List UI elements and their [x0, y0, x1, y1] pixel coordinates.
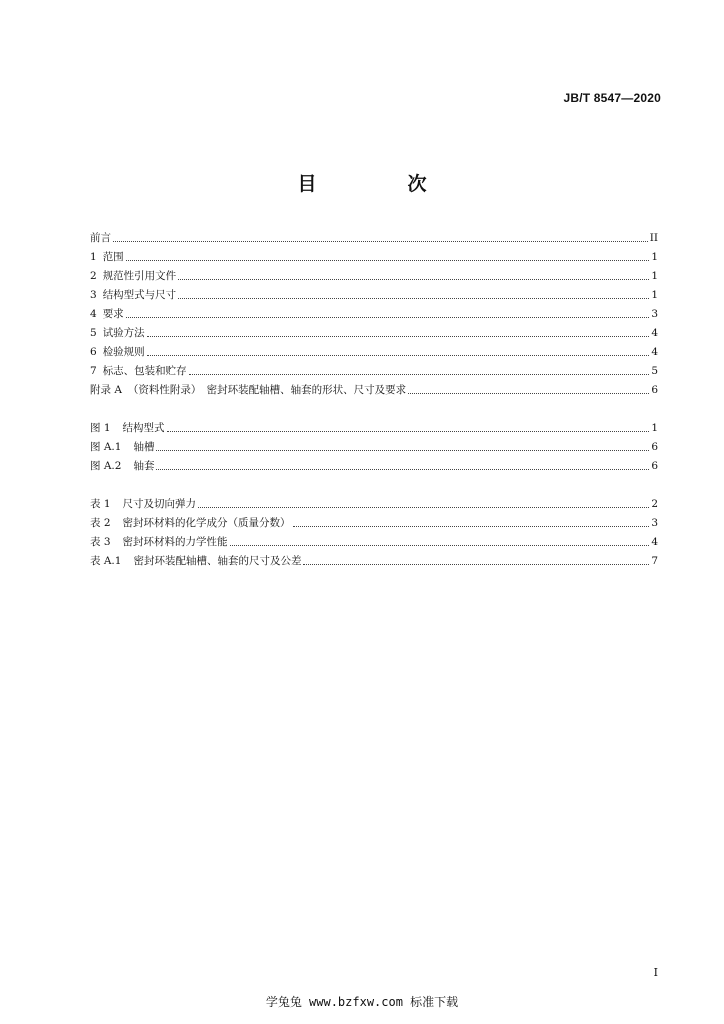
toc-entry-label: 尺寸及切向弹力 — [122, 498, 197, 510]
toc-entry[interactable] — [90, 324, 658, 342]
toc-table-entry[interactable] — [90, 552, 658, 570]
toc-entry-page: 7 — [651, 555, 658, 567]
toc-entry-page: 4 — [651, 346, 658, 358]
toc-entry-number: 6 — [90, 346, 97, 358]
toc-entry-number: 图 A.2 — [90, 460, 122, 472]
toc-entry-number: 4 — [90, 308, 97, 320]
toc-entry-page: II — [649, 232, 658, 244]
toc-table-entry[interactable] — [90, 514, 658, 532]
toc-entry-number: 3 — [90, 289, 97, 301]
toc-entry[interactable] — [90, 267, 658, 285]
toc-entry-number: 附录 A — [90, 384, 122, 396]
toc-leader — [126, 317, 650, 318]
toc-entry-page: 3 — [651, 517, 658, 529]
toc-entry-number: 图 A.1 — [90, 441, 122, 453]
toc-entry-label: 结构型式与尺寸 — [102, 289, 177, 301]
footer-watermark: 学兔兔 www.bzfxw.com 标准下载 — [265, 995, 459, 1009]
toc-entry-label: 轴套 — [133, 460, 155, 472]
toc-figure-entry[interactable] — [90, 457, 658, 475]
toc-entry-label: 规范性引用文件 — [102, 270, 177, 282]
toc-entry-number: 5 — [90, 327, 97, 339]
toc-leader — [113, 241, 648, 242]
toc-entry[interactable] — [90, 229, 658, 247]
toc-entry[interactable] — [90, 343, 658, 361]
standard-code: JB/T 8547—2020 — [563, 91, 661, 105]
toc-entry-number: 2 — [90, 270, 97, 282]
toc-leader — [147, 336, 650, 337]
toc-entry-page: 3 — [651, 308, 658, 320]
toc-leader — [156, 469, 649, 470]
toc-leader — [198, 507, 649, 508]
toc-leader — [303, 564, 649, 565]
toc-entry-page: 6 — [651, 460, 658, 472]
toc-entry-number: 表 A.1 — [90, 555, 122, 567]
toc-entry-label: 标志、包装和贮存 — [102, 365, 187, 377]
page-number: I — [653, 966, 658, 979]
toc-leader — [230, 545, 650, 546]
toc-entry-page: 6 — [651, 384, 658, 396]
toc-entry-number: 7 — [90, 365, 97, 377]
toc-leader — [293, 526, 650, 527]
toc-entry[interactable] — [90, 305, 658, 323]
toc-entry-number: 表 2 — [90, 517, 111, 529]
toc-table-entry[interactable] — [90, 533, 658, 551]
toc-entry-page: 5 — [651, 365, 658, 377]
toc-leader — [178, 298, 649, 299]
toc-entry-page: 1 — [651, 251, 658, 263]
toc-entry-page: 1 — [651, 270, 658, 282]
toc-leader — [408, 393, 649, 394]
toc-figure-entry[interactable] — [90, 438, 658, 456]
toc-leader — [189, 374, 650, 375]
toc-entry-number: 1 — [90, 251, 97, 263]
toc-leader — [147, 355, 650, 356]
toc-entry-page: 1 — [651, 289, 658, 301]
toc-entry[interactable] — [90, 381, 658, 399]
toc-entry-page: 4 — [651, 536, 658, 548]
toc-leader — [156, 450, 649, 451]
toc-entry[interactable] — [90, 286, 658, 304]
toc-leader — [126, 260, 650, 261]
toc-table-entry[interactable] — [90, 495, 658, 513]
toc-entry-label: 前言 — [90, 232, 111, 244]
toc-entry-page: 4 — [651, 327, 658, 339]
toc-entry[interactable] — [90, 362, 658, 380]
toc-entry-page: 6 — [651, 441, 658, 453]
toc-entry-label: 结构型式 — [122, 422, 165, 434]
toc-entry-page: 1 — [651, 422, 658, 434]
toc-entry-label: 密封环材料的力学性能 — [122, 536, 228, 548]
toc-entry-label: 试验方法 — [102, 327, 145, 339]
toc-entry-number: 表 3 — [90, 536, 111, 548]
toc-entry-label: 范围 — [102, 251, 124, 263]
toc-entry-page: 2 — [651, 498, 658, 510]
toc-leader — [167, 431, 650, 432]
toc-entry-label: 轴槽 — [133, 441, 155, 453]
toc-entry-label: 检验规则 — [102, 346, 145, 358]
toc-entry-label: （资料性附录） 密封环装配轴槽、轴套的形状、尺寸及要求 — [127, 384, 407, 396]
toc-entry-label: 密封环材料的化学成分（质量分数） — [122, 517, 291, 529]
toc-entry[interactable] — [90, 248, 658, 266]
page-title: 目 次 — [297, 173, 463, 195]
toc-entry-label: 密封环装配轴槽、轴套的尺寸及公差 — [133, 555, 302, 567]
toc-entry-number: 表 1 — [90, 498, 111, 510]
toc-entry-label: 要求 — [102, 308, 124, 320]
toc-entry-number: 图 1 — [90, 422, 111, 434]
toc-figure-entry[interactable] — [90, 419, 658, 437]
toc-leader — [178, 279, 649, 280]
